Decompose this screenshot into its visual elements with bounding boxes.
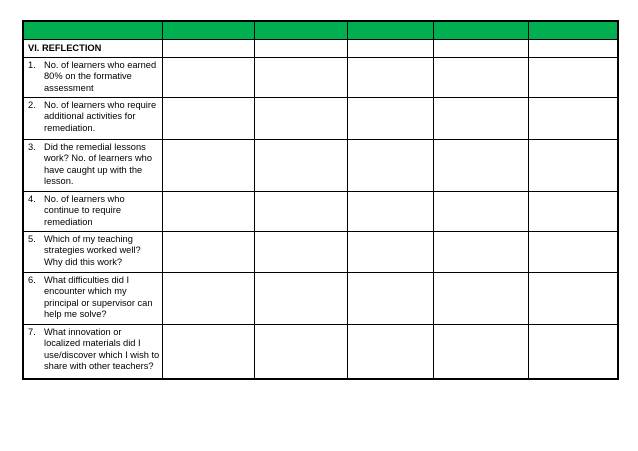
blank-cell[interactable] [254, 192, 347, 232]
blank-cell[interactable] [254, 140, 347, 192]
table-row [23, 98, 618, 140]
blank-cell[interactable] [528, 140, 618, 192]
item-text: What innovation or localized materials did I use/discover which I wish to share with other teachers? [44, 327, 160, 371]
blank-cell[interactable] [347, 273, 433, 325]
blank-cell[interactable] [162, 58, 254, 98]
blank-cell[interactable] [254, 98, 347, 140]
header-cell [162, 21, 254, 40]
item-number: 1. [28, 60, 36, 70]
blank-cell[interactable] [347, 140, 433, 192]
blank-cell[interactable] [433, 58, 528, 98]
section-row [23, 40, 618, 58]
table-row [23, 58, 618, 98]
item-cell [23, 273, 162, 325]
blank-cell[interactable] [433, 325, 528, 379]
blank-cell[interactable] [347, 40, 433, 58]
item-cell [23, 140, 162, 192]
blank-cell[interactable] [162, 140, 254, 192]
item-text: No. of learners who earned 80% on the formative assessment [44, 60, 157, 93]
blank-cell[interactable] [528, 325, 618, 379]
header-cell [254, 21, 347, 40]
table-row [23, 192, 618, 232]
table-row [23, 232, 618, 273]
item-number: 7. [28, 327, 36, 337]
item-text: What difficulties did I encounter which my principal or supervisor can help me solve? [44, 275, 153, 319]
blank-cell[interactable] [254, 58, 347, 98]
item-number: 4. [28, 194, 36, 204]
table-row [23, 325, 618, 379]
blank-cell[interactable] [162, 40, 254, 58]
blank-cell[interactable] [433, 98, 528, 140]
blank-cell[interactable] [528, 58, 618, 98]
section-title: VI. REFLECTION [28, 43, 102, 53]
blank-cell[interactable] [433, 273, 528, 325]
section-cell [23, 40, 162, 58]
blank-cell[interactable] [347, 58, 433, 98]
blank-cell[interactable] [347, 325, 433, 379]
header-cell [347, 21, 433, 40]
blank-cell[interactable] [254, 232, 347, 273]
blank-cell[interactable] [254, 273, 347, 325]
reflection-table [22, 20, 619, 380]
item-number: 2. [28, 100, 36, 110]
blank-cell[interactable] [162, 232, 254, 273]
item-text: No. of learners who require additional activities for remediation. [44, 100, 157, 133]
blank-cell[interactable] [528, 40, 618, 58]
blank-cell[interactable] [433, 232, 528, 273]
blank-cell[interactable] [528, 192, 618, 232]
blank-cell[interactable] [433, 140, 528, 192]
green-header-row [23, 21, 618, 40]
blank-cell[interactable] [347, 98, 433, 140]
blank-cell[interactable] [162, 192, 254, 232]
blank-cell[interactable] [347, 232, 433, 273]
header-cell [433, 21, 528, 40]
table-row [23, 273, 618, 325]
item-cell [23, 232, 162, 273]
item-cell [23, 325, 162, 379]
header-cell [528, 21, 618, 40]
blank-cell[interactable] [162, 98, 254, 140]
item-number: 3. [28, 142, 36, 152]
blank-cell[interactable] [254, 325, 347, 379]
blank-cell[interactable] [162, 273, 254, 325]
blank-cell[interactable] [433, 192, 528, 232]
blank-cell[interactable] [254, 40, 347, 58]
blank-cell[interactable] [528, 232, 618, 273]
item-cell [23, 192, 162, 232]
blank-cell[interactable] [528, 98, 618, 140]
blank-cell[interactable] [162, 325, 254, 379]
blank-cell[interactable] [528, 273, 618, 325]
item-text: Did the remedial lessons work? No. of learners who have caught up with the lesson. [44, 142, 152, 186]
blank-cell[interactable] [347, 192, 433, 232]
item-number: 5. [28, 234, 36, 244]
item-number: 6. [28, 275, 36, 285]
table-row [23, 140, 618, 192]
item-text: No. of learners who continue to require remediation [44, 194, 125, 227]
header-cell [23, 21, 162, 40]
blank-cell[interactable] [433, 40, 528, 58]
item-text: Which of my teaching strategies worked well? Why did this work? [44, 234, 141, 267]
item-cell [23, 98, 162, 140]
item-cell [23, 58, 162, 98]
